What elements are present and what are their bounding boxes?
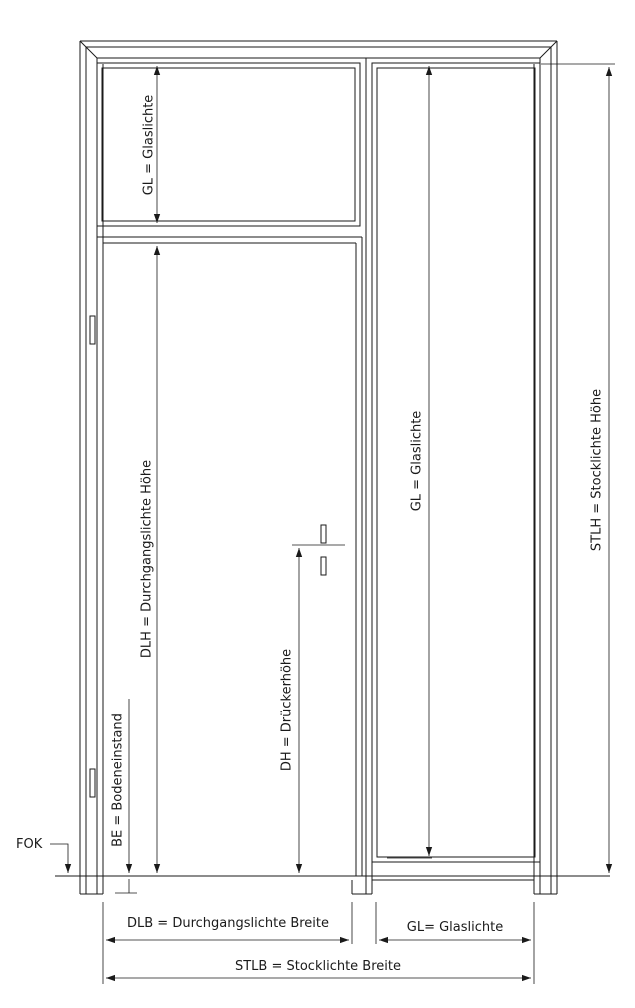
floor-level-label: FOK [16,837,43,852]
top-glass-dimension [142,66,158,223]
door-width-dimension [103,902,352,944]
center-mullion [352,58,534,894]
lower-hinge [90,769,95,797]
frame-height-dimension [541,64,615,873]
side-glass-label: GL = Glaslichte [409,410,425,512]
side-glass-width-label: GL= Glaslichte [406,920,504,935]
floor-gap-dimension [111,699,138,893]
frame-width-dimension [103,944,534,984]
frame-width-label: STLB = Stocklichte Breite [234,959,402,974]
side-glass-height-dimension [387,66,432,858]
handle-height-label: DH = Drückerhöhe [279,648,295,772]
top-glass-label: GL = Glaslichte [141,94,157,196]
side-glass-panel [372,63,540,862]
side-glass-width-dimension [376,902,534,944]
door-handle [321,525,326,575]
top-glass-panel [97,63,360,226]
upper-hinge [90,316,95,344]
floor-level-marker [16,837,68,873]
door-height-label: DLH = Durchgangslichte Höhe [139,459,155,659]
handle-height-dimension [280,545,346,873]
door-width-label: DLB = Durchgangslichte Breite [126,916,330,931]
door-height-dimension [140,246,158,873]
frame-height-label: STLH = Stocklichte Höhe [589,388,605,552]
floor-gap-label: BE = Bodeneinstand [110,713,126,847]
